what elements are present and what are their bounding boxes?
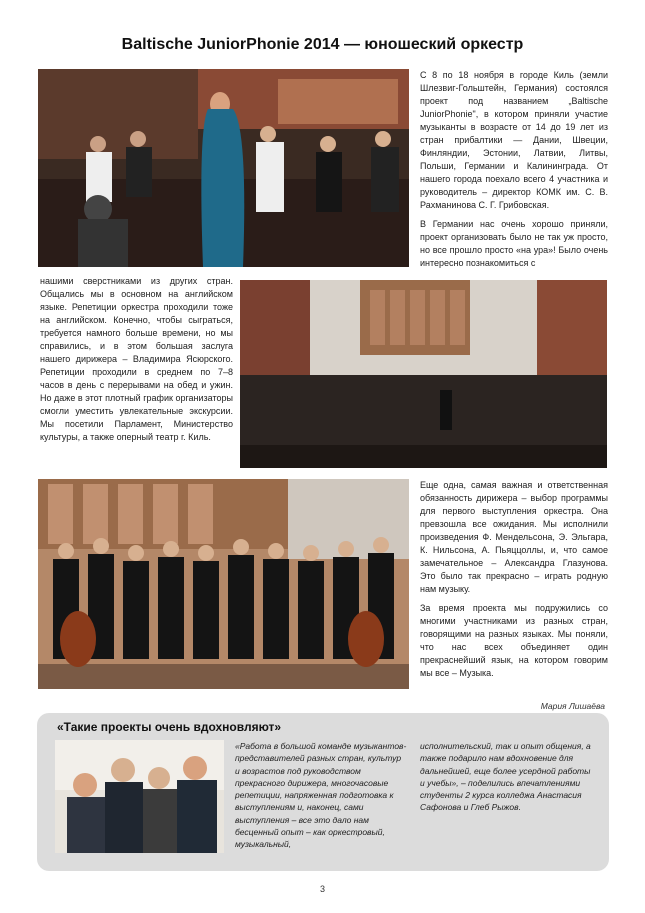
article-paragraph-intro: С 8 по 18 ноября в городе Киль (земли Шлезвиг-Гольштейн, Германия) состоялся проект под названием „Baltische JuniorPhonie", в котором приняли участие музыканты в возрасте от 14 до 19 лет из стран прибалтики — Дании, Швеции, Финляндии, Эстонии, Латвии, Литвы, Польши, Германии и Калининграда. От нашего города поехало всего 4 участника и руководитель – директор КОМК им. С. В. Рахманинова С. Г. Грибовская. В Германии нас очень хорошо приняли, проект организовать было не так уж просто, но все прошло просто «на ура»! Было очень интересно познакомиться с: [420, 70, 608, 268]
page-title: Baltische JuniorPhonie 2014 — юношеский оркестр: [121, 36, 524, 53]
quote-text-right: исполнительский, так и опыт общения, а также подарило нам вдохновение для дальнейшей, еще более усердной работы и учебы», – поделились впечатлениями студенты 2 курса колледжа Анастасия Сафонова и Глеб Рыжов.: [420, 741, 591, 813]
photo-group-portrait: [38, 479, 409, 689]
quote-title: «Такие проекты очень вдохновляют»: [57, 720, 282, 734]
photo-soloist-orchestra: [38, 69, 409, 267]
article-paragraph-rehearsals: нашими сверстниками из других стран. Общались мы в основном на английском языке. Репетиции оркестра проходили тоже на английском. Конечно, чтобы сыграться, требуется намного больше времени, но мы справились, и в этом большая заслуга нашего дирижера – Владимира Ясюрского. Репетиции проходили в среднем по 7–8 часов в день с перерывами на обед и ужин. Но даже в этот плотный график организаторы смогли уместить увлекательные экскурсии. Мы посетили Парламент, Министерство культуры, а также оперный театр г. Киль.: [40, 276, 233, 442]
page-number: 3: [319, 884, 325, 894]
article-paragraph-program: Еще одна, самая важная и ответственная обязанность дирижера – выбор программы для первого выступления оркестра. Она превзошла все ожидания. Мы исполнили произведения Ф. Мендельсона, Э. Эльгара, К. Нильсона, А. Пьяццоллы, и, что самое замечательное – Александра Глазунова. Это было так прекрасно – играть родную нам музыку. За время проекта мы подружились со многими участниками из разных стран, говорящими на разных языках. Мы поняли, что нас всех объединяет один прекраснейший язык, на котором говорим мы все – Музыка.: [420, 480, 608, 678]
author-signature: Мария Лишаёва: [540, 701, 605, 711]
photo-full-orchestra: [240, 280, 607, 468]
quote-text-left: «Работа в большой команде музыкантов-представителей разных стран, культур и возрастов под руководством прекрасного дирижера, многочасовые репетиции, напряженная подготовка к выступлениям и, наконец, сами выступления – все это дало нам бесценный опыт – как оркестровый, музыкальный,: [235, 741, 407, 850]
photo-students: [55, 740, 224, 853]
